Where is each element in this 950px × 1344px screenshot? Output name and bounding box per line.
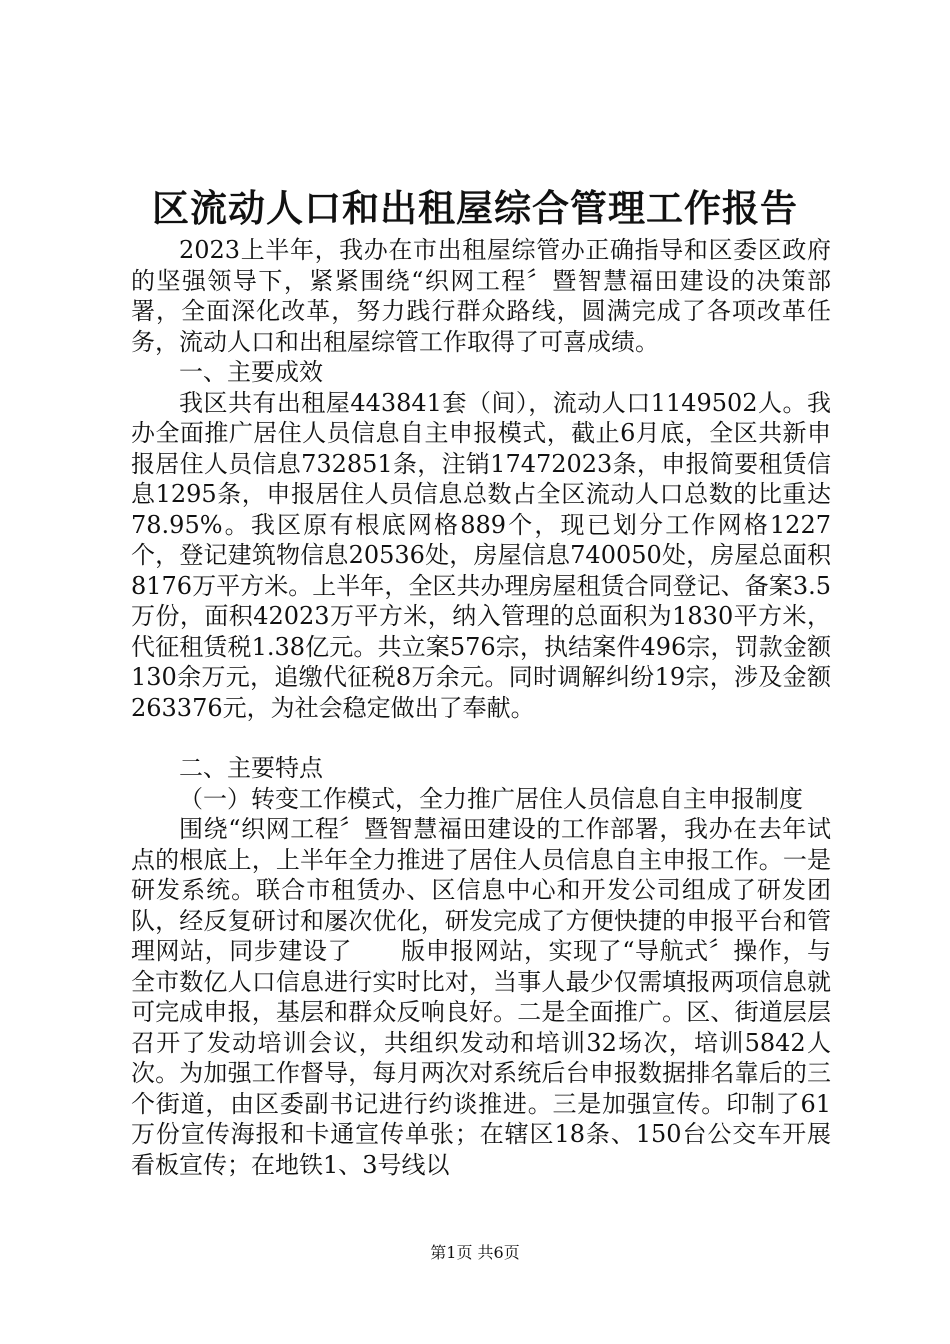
work-mode-paragraph: 围绕“织网工程〞暨智慧福田建设的工作部署，我办在去年试点的根底上，上半年全力推进了居住人员信息自主申报工作。一是研发系统。联合市租赁办、区信息中心和开发公司组成了研发团队，经反复研讨和屡次优化，研发完成了方便快捷的申报平台和管理网站，同步建设了 版申报网站，实现了“导航式〞操作，与全市数亿人口信息进行实时比对，当事人最少仅需填报两项信息就可完成申报，基层和群众反响良好。二是全面推广。区、街道层层召开了发动培训会议，共组织发动和培训32场次，培训5842人次。为加强工作督导，每月两次对系统后台申报数据排名靠后的三个街道，由区委副书记进行约谈推进。三是加强宣传。印制了61万份宣传海报和卡通宣传单张；在辖区18条、150台公交车开展看板宣传；在地铁1、3号线以 <box>131 815 831 1179</box>
paragraph-spacer <box>131 723 831 753</box>
page-number-footer: 第1页 共6页 <box>430 1243 520 1262</box>
subsection-heading-work-mode: （一）转变工作模式，全力推广居住人员信息自主申报制度 <box>179 784 803 813</box>
achievements-paragraph: 我区共有出租屋443841套（间），流动人口1149502人。我办全面推广居住人员信息自主申报模式，截止6月底，全区共新申报居住人员信息732851条，注销17472023条，申报简要租赁信息1295条，申报居住人员信息总数占全区流动人口总数的比重达78.95%。我区原有根底网格889个，现已划分工作网格1227个，登记建筑物信息20536处，房屋信息740050处，房屋总面积8176万平方米。上半年，全区共办理房屋租赁合同登记、备案3.5万份，面积42023万平方米，纳入管理的总面积为1830平方米，代征租赁税1.38亿元。共立案576宗，执结案件496宗，罚款金额130余万元，追缴代征税8万余元。同时调解纠纷19宗，涉及金额263376元，为社会稳定做出了奉献。 <box>131 388 831 722</box>
document-body <box>131 235 831 1180</box>
section-heading-features: 二、主要特点 <box>179 754 323 782</box>
intro-paragraph: 2023上半年，我办在市出租屋综管办正确指导和区委区政府的坚强领导下，紧紧围绕“织网工程〞暨智慧福田建设的决策部署，全面深化改革，努力践行群众路线，圆满完成了各项改革任务，流动人口和出租屋综管工作取得了可喜成绩。 <box>131 236 831 356</box>
section-heading-achievements: 一、主要成效 <box>179 358 323 386</box>
document-title: 区流动人口和出租屋综合管理工作报告 <box>152 186 798 230</box>
